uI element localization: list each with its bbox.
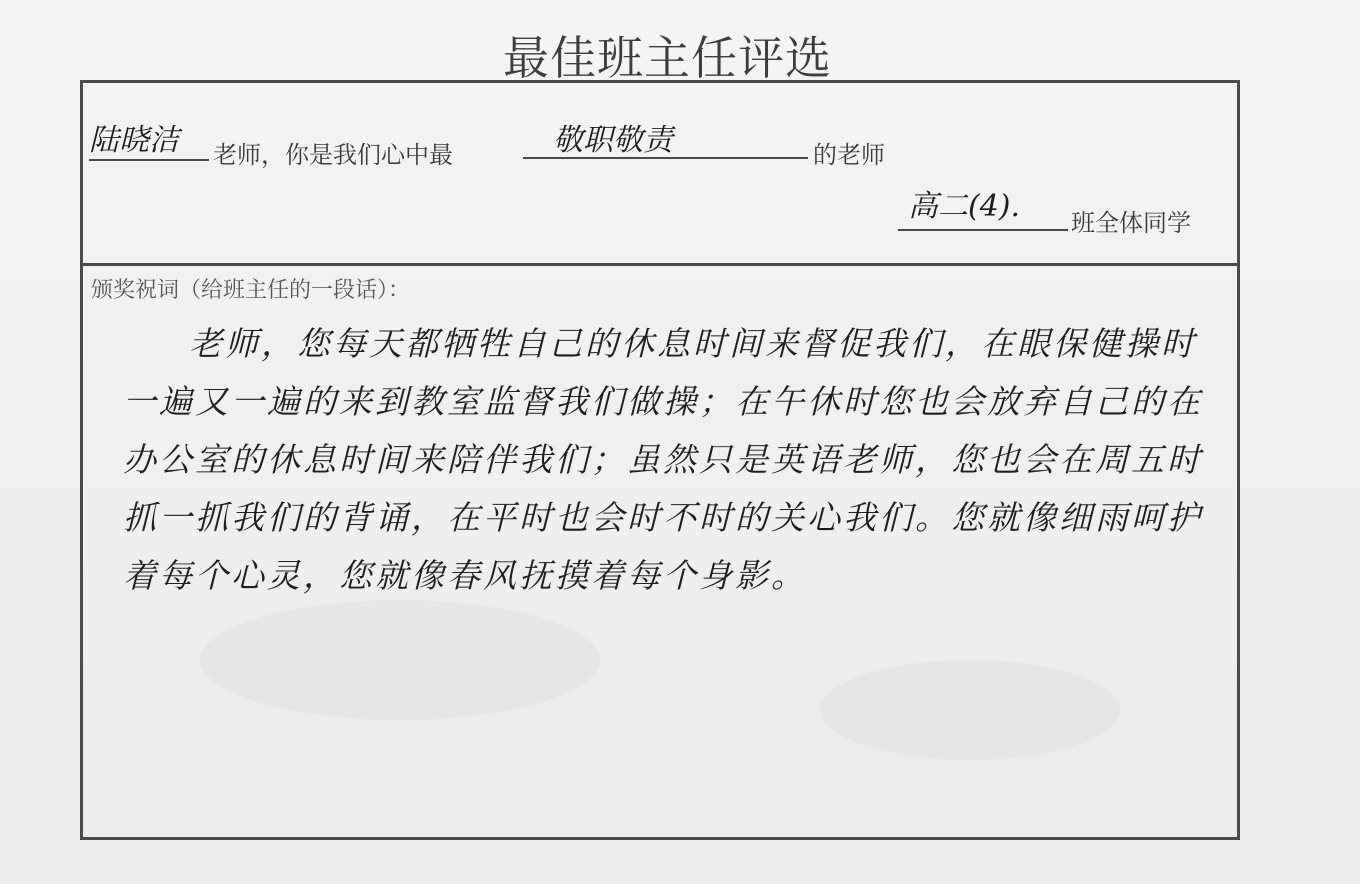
teacher-name-field: 陆晓洁	[89, 123, 209, 161]
teacher-suffix: 的老师	[813, 141, 885, 169]
evaluation-form	[80, 80, 1240, 840]
class-suffix: 班全体同学	[1071, 209, 1191, 237]
respect-word-field: 敬职敬责	[523, 123, 808, 159]
teacher-line	[83, 113, 983, 169]
form-title: 最佳班主任评选	[503, 31, 832, 85]
class-name-field: 高二(4).	[898, 183, 1068, 231]
award-speech-text: 老师，您每天都牺牲自己的休息时间来督促我们，在眼保健操时一遍又一遍的来到教室监督我们做操；在午休时您也会放弃自己的在办公室的休息时间来陪伴我们；虽然只是英语老师，您也会在周五时抓一抓我们的背诵，在平时也会时不时的关心我们。您就像细雨呵护着每个心灵，您就像春风抚摸着每个身影。	[123, 324, 1203, 595]
teacher-text: 老师，你是我们心中最	[213, 141, 453, 169]
award-speech-label: 颁奖祝词（给班主任的一段话）：	[91, 278, 411, 303]
section-divider	[83, 263, 1237, 266]
